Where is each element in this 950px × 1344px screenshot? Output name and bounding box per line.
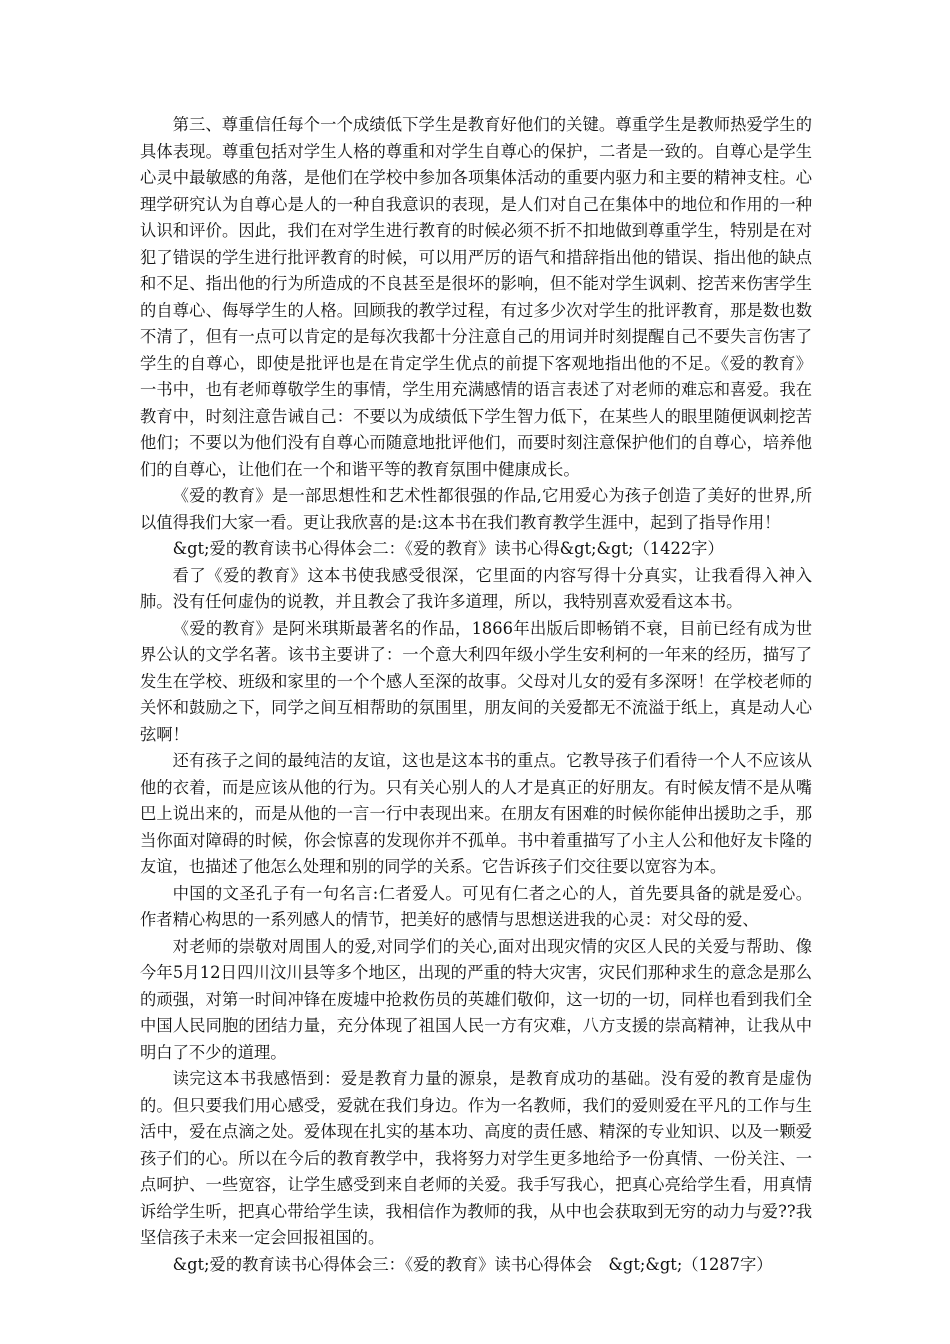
paragraph-book-conclusion: 《爱的教育》是一部思想性和艺术性都很强的作品,它用爱心为孩子创造了美好的世界,所以值得我们大家一看。更让我欣喜的是:这本书在我们教育教学生涯中，起到了指导作用！ [140,486,812,532]
paragraph-impression: 看了《爱的教育》这本书使我感受很深，它里面的内容写得十分真实，让我看得入神入肺。没有任何虚伪的说教，并且教会了我许多道理，所以，我特别喜欢爱看这本书。 [140,565,812,611]
section-heading-2: &gt;爱的教育读书心得体会二：《爱的教育》读书心得&gt;&gt;（1422字） [172,539,724,558]
document-body [140,112,812,1278]
paragraph-friendship: 还有孩子之间的最纯洁的友谊，这也是这本书的重点。它教导孩子们看待一个人不应该从他的衣着，而是应该从他的行为。只有关心别人的人才是真正的好朋友。有时候友情不是从嘴巴上说出来的，而是从他的一言一行中表现出来。在朋友有困难的时候你能伸出援助之手，那当你面对障碍的时候，你会惊喜的发现你并不孤单。书中着重描写了小主人公和他好友卡隆的友谊，也描述了他怎么处理和别的同学的关系。它告诉孩子们交往要以宽容为本。 [140,751,812,876]
paragraph-disaster: 对老师的崇敬对周围人的爱,对同学们的关心,面对出现灾情的灾区人民的关爱与帮助、像今年5月12日四川汶川县等多个地区，出现的严重的特大灾害，灾民们那种求生的意念是那么的顽强，对第一时间冲锋在废墟中抢救伤员的英雄们敬仰，这一切的一切，同样也看到我们全中国人民同胞的团结力量，充分体现了祖国人民一方有灾难，八方支援的崇高精神，让我从中明白了不少的道理。 [140,936,812,1062]
paragraph-reflection: 读完这本书我感悟到：爱是教育力量的源泉，是教育成功的基础。没有爱的教育是虚伪的。但只要我们用心感受，爱就在我们身边。作为一名教师，我们的爱则爱在平凡的工作与生活中，爱在点滴之处。爱体现在扎实的基本功、高度的责任感、精深的专业知识、以及一颗爱孩子们的心。所以在今后的教育教学中，我将努力对学生更多地给予一份真情、一份关注、一点呵护、一些宽容，让学生感受到来自老师的关爱。我手写我心，把真心亮给学生看，用真情诉给学生听，把真心带给学生读，我相信作为教师的我，从中也会获取到无穷的动力与爱??我坚信孩子未来一定会回报祖国的。 [140,1069,812,1247]
paragraph-confucius: 中国的文圣孔子有一句名言:仁者爱人。可见有仁者之心的人，首先要具备的就是爱心。作者精心构思的一系列感人的情节，把美好的感情与思想送进我的心灵：对父母的爱、 [140,883,812,929]
paragraph-book-intro: 《爱的教育》是阿米琪斯最著名的作品，1866年出版后即畅销不衰，目前已经有成为世界公认的文学名著。该书主要讲了：一个意大利四年级小学生安利柯的一年来的经历，描写了发生在学校、班级和家里的一个个感人至深的故事。父母对儿女的爱有多深呀！在学校老师的关怀和鼓励之下，同学之间互相帮助的氛围里，朋友间的关爱都无不流溢于纸上，真是动人心弦啊！ [140,618,812,744]
section-heading-3: &gt;爱的教育读书心得体会三：《爱的教育》读书心得体会 &gt;&gt;（1287字） [172,1254,773,1274]
paragraph-respect-students: 第三、尊重信任每个一个成绩低下学生是教育好他们的关键。尊重学生是教师热爱学生的具体表现。尊重包括对学生人格的尊重和对学生自尊心的保护，二者是一致的。自尊心是学生心灵中最敏感的角落，是他们在学校中参加各项集体活动的重要内驱力和主要的精神支柱。心理学研究认为自尊心是人的一种自我意识的表现，是人们对自己在集体中的地位和作用的一种认识和评价。因此，我们在对学生进行教育的时候必须不折不扣地做到尊重学生，特别是在对犯了错误的学生进行批评教育的时候，可以用严厉的语气和措辞指出他的错误、指出他的缺点和不足、指出他的行为所造成的不良甚至是很坏的影响，但不能对学生讽刺、挖苦来伤害学生的自尊心、侮辱学生的人格。回顾我的教学过程，有过多少次对学生的批评教育，那是数也数不清了，但有一点可以肯定的是每次我都十分注意自己的用词并时刻提醒自己不要失言伤害了学生的自尊心，即使是批评也是在肯定学生优点的前提下客观地指出他的不足。《爱的教育》一书中，也有老师尊敬学生的事情，学生用充满感情的语言表述了对老师的难忘和喜爱。我在教育中，时刻注意告诫自己：不要以为成绩低下学生智力低下，在某些人的眼里随便讽刺挖苦他们；不要以为他们没有自尊心而随意地批评他们，而要时刻注意保护他们的自尊心，培养他们的自尊心，让他们在一个和谐平等的教育氛围中健康成长。 [140,115,812,479]
